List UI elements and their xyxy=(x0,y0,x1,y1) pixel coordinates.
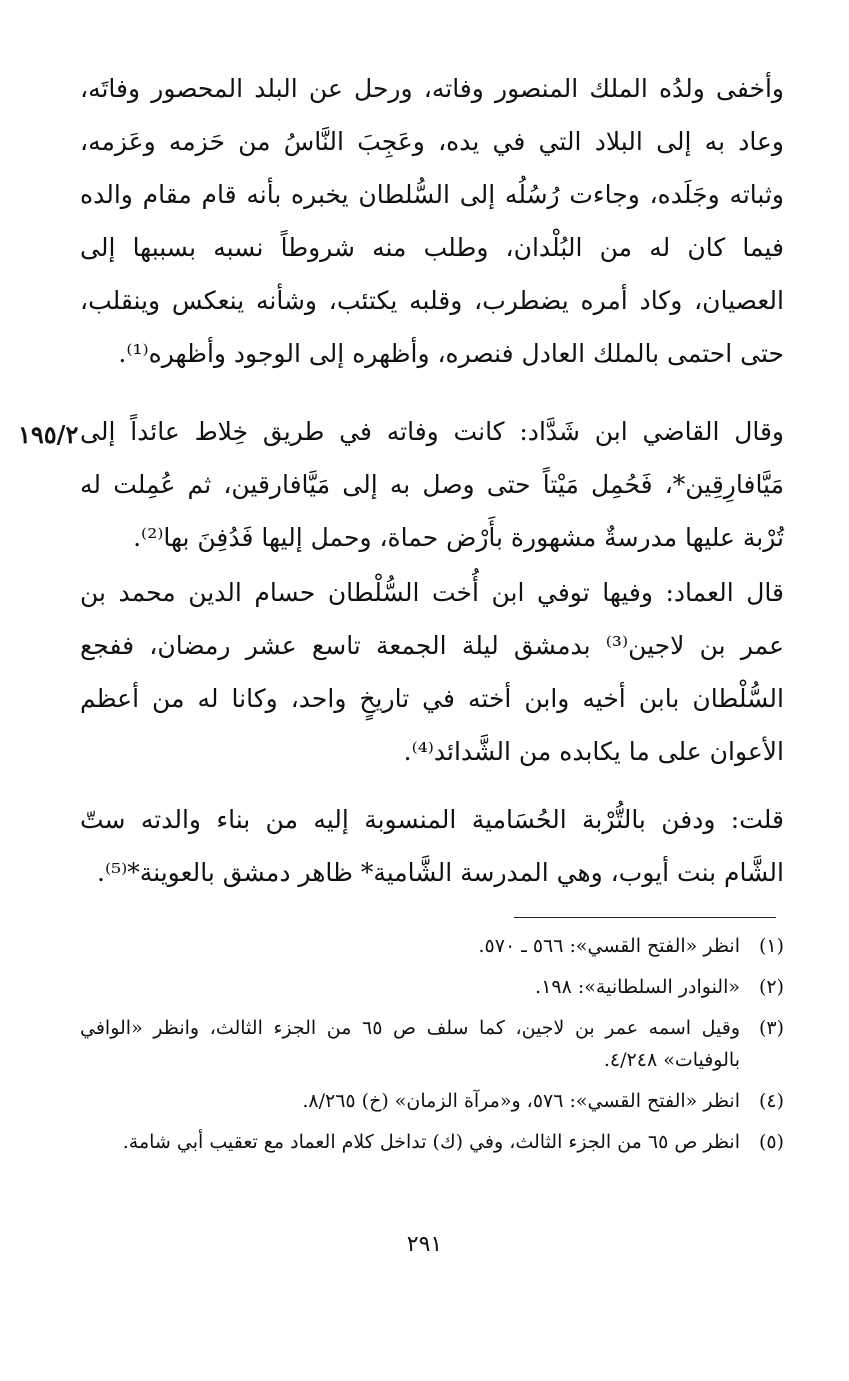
margin-reference: ١٩٥/٢ xyxy=(18,420,79,449)
footnote-text: «النوادر السلطانية»: ١٩٨. xyxy=(535,976,740,998)
footnote-number: (٤) xyxy=(758,1090,784,1112)
footnote-separator xyxy=(514,917,776,918)
footnote-item xyxy=(80,1012,784,1076)
body-paragraph-1: وأخفى ولدُه الملك المنصور وفاته، ورحل عن البلد المحصور وفاتَه، وعاد به إلى البلاد التي في يده، وعَجِبَ النَّاسُ من حَزمه وعَزمه، وثباته وجَلَده، وجاءت رُسُلُه إلى السُّلطان يخبره بأنه قام مقام والده فيما كان له من البُلْدان، وطلب منه شروطاً نسبه بسببها إلى العصيان، وكاد أمره يضطرب، وقلبه يكتئب، وشأنه ينعكس وينقلب، حتى احتمى بالملك العادل فنصره، وأظهره إلى الوجود وأظهره⁽¹⁾. xyxy=(80,74,784,368)
footnote-number: (٢) xyxy=(758,976,784,998)
body-paragraph-4: قلت: ودفن بالتُّرْبة الحُسَامية المنسوبة إليه من بناء والدته ستّ الشَّام بنت أيوب، وهي المدرسة الشَّامية* ظاهر دمشق بالعوينة*⁽⁵⁾. xyxy=(80,805,784,887)
body-paragraph-2: وقال القاضي ابن شَدَّاد: كانت وفاته في طريق خِلاط عائداً إلى مَيَّافارِقِين*، فَحُمِل مَيْتاً حتى وصل به إلى مَيَّافارقين، ثم عُمِلت له تُرْبة عليها مدرسةٌ مشهورة بأَرْض حماة، وحمل إليها فَدُفِنَ بها⁽²⁾. xyxy=(80,417,784,552)
footnote-number: (١) xyxy=(758,935,784,957)
footnote-text: انظر «الفتح القسي»: ٥٧٦، و«مرآة الزمان» (خ) ٨/٢٦٥. xyxy=(302,1090,740,1112)
footnote-text: انظر ص ٦٥ من الجزء الثالث، وفي (ك) تداخل كلام العماد مع تعقيب أبي شامة. xyxy=(122,1131,740,1153)
footnote-item xyxy=(80,930,784,962)
footnote-number: (٣) xyxy=(758,1017,784,1039)
footnote-text: وقيل اسمه عمر بن لاجين، كما سلف ص ٦٥ من الجزء الثالث، وانظر «الوافي بالوفيات» ٤/٢٤٨. xyxy=(80,1017,741,1071)
footnote-item xyxy=(80,1085,784,1117)
footnotes-list xyxy=(80,930,784,1167)
footnote-number: (٥) xyxy=(758,1131,784,1153)
footnote-item xyxy=(80,1126,784,1158)
body-paragraph-3: قال العماد: وفيها توفي ابن أُخت السُّلْطان حسام الدين محمد بن عمر بن لاجين⁽³⁾ بدمشق ليلة الجمعة تاسع عشر رمضان، ففجع السُّلْطان بابن أخيه وابن أخته في تاريخٍ واحد، وكانا له من أعظم الأعوان على ما يكابده من الشَّدائد⁽⁴⁾. xyxy=(80,578,784,766)
footnote-text: انظر «الفتح القسي»: ٥٦٦ ـ ٥٧٠. xyxy=(478,935,740,957)
footnote-item xyxy=(80,971,784,1003)
page-number: ٢٩١ xyxy=(406,1232,443,1257)
